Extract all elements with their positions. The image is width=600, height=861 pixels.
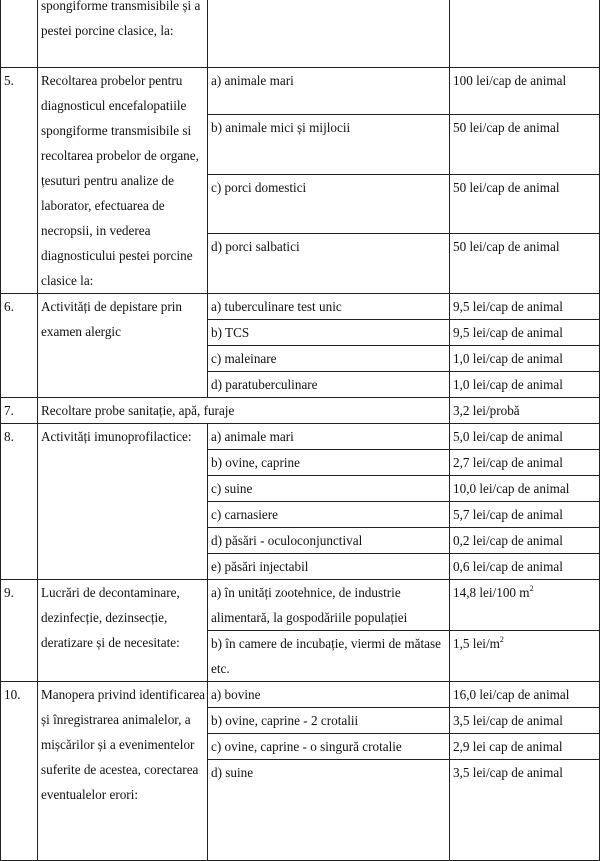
row-fee: 0,2 lei/cap de animal	[450, 528, 600, 554]
row-fee: 9,5 lei/cap de animal	[450, 320, 600, 346]
row-fee: 100 lei/cap de animal	[450, 68, 600, 115]
row-description: Recoltarea probelor pentru diagnosticul encefalopatiile spongiforme transmisibile si recoltarea probelor de organe, țesuturi pentru analize de laborator, efectuarea de necropsii, in vederea diagnosticului pestei porcine clasice la:	[38, 68, 208, 294]
row-subitem: b) ovine, caprine - 2 crotalii	[208, 708, 450, 734]
row-fee: 9,5 lei/cap de animal	[450, 294, 600, 320]
row-subitem: c) porci domestici	[208, 175, 450, 233]
row-fee: 50 lei/cap de animal	[450, 233, 600, 293]
row-description: spongiforme transmisibile și a pestei porcine clasice, la:	[38, 0, 208, 68]
row-fee: 3,5 lei/cap de animal	[450, 708, 600, 734]
table-row	[1, 294, 600, 320]
row-subitem: d) păsări - oculoconjunctival	[208, 528, 450, 554]
row-subitem: a) în unități zootehnice, de industrie alimentară, la gospodăriile populației	[208, 580, 450, 631]
row-subitem: a) tuberculinare test unic	[208, 294, 450, 320]
row-fee: 50 lei/cap de animal	[450, 115, 600, 175]
row-fee: 2,9 lei cap de animal	[450, 734, 600, 760]
row-fee	[450, 0, 600, 68]
fee-exponent: 2	[499, 634, 504, 644]
row-subitem: e) păsări injectabil	[208, 554, 450, 580]
row-subitem: d) suine	[208, 760, 450, 861]
row-fee: 16,0 lei/cap de animal	[450, 682, 600, 708]
row-subitem: c) maleinare	[208, 346, 450, 372]
row-subitem: b) TCS	[208, 320, 450, 346]
row-fee: 0,6 lei/cap de animal	[450, 554, 600, 580]
table-row	[1, 580, 600, 631]
row-subitem: a) animale mari	[208, 424, 450, 450]
row-subitem: c) carnasiere	[208, 502, 450, 528]
row-subitem: d) paratuberculinare	[208, 372, 450, 398]
row-subitem: b) în camere de incubație, viermi de mătase etc.	[208, 631, 450, 682]
row-description: Manopera privind identificarea și înregistrarea animalelor, a mișcărilor și a evenimentelor suferite de acestea, corectarea eventualelor erori:	[38, 682, 208, 861]
fee-value: 14,8 lei/100 m	[453, 585, 530, 600]
row-subitem: d) porci salbatici	[208, 233, 450, 293]
row-subitem: b) ovine, caprine	[208, 450, 450, 476]
row-number: 5.	[1, 68, 38, 294]
row-description: Activități de depistare prin examen alergic	[38, 294, 208, 398]
table-row	[1, 424, 600, 450]
row-subitem: c) suine	[208, 476, 450, 502]
row-fee	[450, 631, 600, 682]
row-fee: 10,0 lei/cap de animal	[450, 476, 600, 502]
row-fee: 3,2 lei/probă	[450, 398, 600, 424]
table-row	[1, 398, 600, 424]
row-number: 8.	[1, 424, 38, 580]
row-number: 9.	[1, 580, 38, 682]
table-row	[1, 682, 600, 708]
row-number: 6.	[1, 294, 38, 398]
table-row	[1, 0, 600, 68]
row-fee: 3,5 lei/cap de animal	[450, 760, 600, 861]
row-subitem: b) animale mici și mijlocii	[208, 115, 450, 175]
row-subitem	[208, 0, 450, 68]
row-subitem: a) bovine	[208, 682, 450, 708]
row-subitem: a) animale mari	[208, 68, 450, 115]
row-fee: 1,0 lei/cap de animal	[450, 372, 600, 398]
row-description: Recoltare probe sanitație, apă, furaje	[38, 398, 450, 424]
fee-exponent: 2	[529, 583, 534, 593]
row-fee	[450, 580, 600, 631]
row-number	[1, 0, 38, 68]
row-description: Activități imunoprofilactice:	[38, 424, 208, 580]
row-description: Lucrări de decontaminare, dezinfecție, dezinsecție, deratizare și de necesitate:	[38, 580, 208, 682]
table-row	[1, 68, 600, 115]
row-fee: 50 lei/cap de animal	[450, 175, 600, 233]
row-fee: 1,0 lei/cap de animal	[450, 346, 600, 372]
row-fee: 2,7 lei/cap de animal	[450, 450, 600, 476]
row-fee: 5,7 lei/cap de animal	[450, 502, 600, 528]
fee-value: 1,5 lei/m	[453, 636, 500, 651]
row-subitem: c) ovine, caprine - o singură crotalie	[208, 734, 450, 760]
row-number: 7.	[1, 398, 38, 424]
row-fee: 5,0 lei/cap de animal	[450, 424, 600, 450]
row-number: 10.	[1, 682, 38, 861]
